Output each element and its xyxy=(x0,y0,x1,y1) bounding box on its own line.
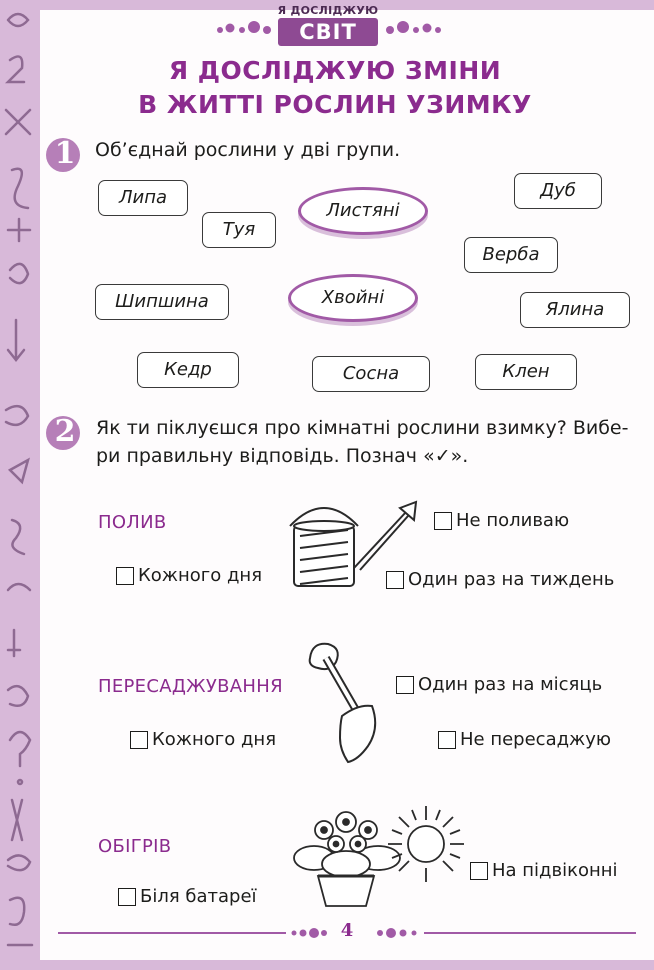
group-oval-coniferous[interactable]: Хвойні xyxy=(288,274,418,322)
footer-line-right xyxy=(424,932,636,934)
plant-card-kedr[interactable]: Кедр xyxy=(137,352,239,388)
task1-number-badge xyxy=(42,138,82,178)
option-transplant-daily[interactable] xyxy=(130,729,276,750)
option-no-watering[interactable] xyxy=(434,510,569,531)
option-label: Не пересаджую xyxy=(460,729,612,750)
task2-number-badge xyxy=(42,416,82,456)
page-footer xyxy=(40,918,654,948)
option-label: На підвіконні xyxy=(492,860,618,881)
plant-card-dub[interactable]: Дуб xyxy=(514,173,602,209)
group-oval-deciduous[interactable]: Листяні xyxy=(298,187,428,235)
checkbox[interactable] xyxy=(438,731,456,749)
option-transplant-monthly[interactable] xyxy=(396,674,602,695)
option-label: Один раз на місяць xyxy=(418,674,603,695)
option-water-daily[interactable] xyxy=(116,565,262,586)
section-label-heating: ОБІГРІВ xyxy=(98,836,172,857)
plant-card-klen[interactable]: Клен xyxy=(475,354,577,390)
page-title-line2: В ЖИТТІ РОСЛИН УЗИМКУ xyxy=(138,90,532,119)
header-dots-right xyxy=(384,20,444,38)
plant-card-lypa[interactable]: Липа xyxy=(98,180,188,216)
option-label: Кожного дня xyxy=(138,565,263,586)
doodle-pattern xyxy=(0,0,40,970)
option-label: Біля батареї xyxy=(140,886,257,907)
plant-card-yalyna[interactable]: Ялина xyxy=(520,292,630,328)
task1-instruction: Об’єднай рослини у дві групи. xyxy=(95,139,401,161)
watering-can-icon xyxy=(276,496,422,598)
footer-dots-left xyxy=(288,924,330,942)
header-dots-left xyxy=(214,20,274,38)
series-header xyxy=(270,2,386,48)
option-label: Кожного дня xyxy=(152,729,277,750)
page-number: 4 xyxy=(340,920,354,941)
option-label: Один раз на тиждень xyxy=(408,569,615,590)
option-on-windowsill[interactable] xyxy=(470,860,618,881)
checkbox[interactable] xyxy=(118,888,136,906)
option-near-radiator[interactable] xyxy=(118,886,257,907)
page-title-line1: Я ДОСЛІДЖУЮ ЗМІНИ xyxy=(168,56,502,85)
footer-dots-right xyxy=(374,924,422,942)
section-label-watering: ПОЛИВ xyxy=(98,512,167,533)
checkbox[interactable] xyxy=(396,676,414,694)
option-label: Не поливаю xyxy=(456,510,570,531)
shovel-icon xyxy=(302,636,386,768)
bottom-band xyxy=(40,960,654,970)
left-decorative-strip xyxy=(0,0,40,970)
checkbox[interactable] xyxy=(434,512,452,530)
task2-instruction-line1: Як ти піклуєшся про кімнатні рослини взимку? Вибе- xyxy=(96,417,629,439)
series-header-small: Я ДОСЛІДЖУЮ xyxy=(277,4,379,17)
series-header-big: СВІТ xyxy=(278,18,378,46)
footer-line-left xyxy=(58,932,286,934)
checkbox[interactable] xyxy=(130,731,148,749)
plant-card-shypshyna[interactable]: Шипшина xyxy=(95,284,229,320)
task2-instruction-line2: ри правильну відповідь. Познач «✓». xyxy=(96,445,469,467)
option-no-transplanting[interactable] xyxy=(438,729,611,750)
task2-number: 2 xyxy=(54,414,76,449)
sun-icon xyxy=(374,798,476,890)
checkbox[interactable] xyxy=(116,567,134,585)
task1-number: 1 xyxy=(54,136,76,171)
plant-card-verba[interactable]: Верба xyxy=(464,237,558,273)
plant-card-tuya[interactable]: Туя xyxy=(202,212,276,248)
section-label-transplanting: ПЕРЕСАДЖУВАННЯ xyxy=(98,676,283,697)
plant-card-sosna[interactable]: Сосна xyxy=(312,356,430,392)
